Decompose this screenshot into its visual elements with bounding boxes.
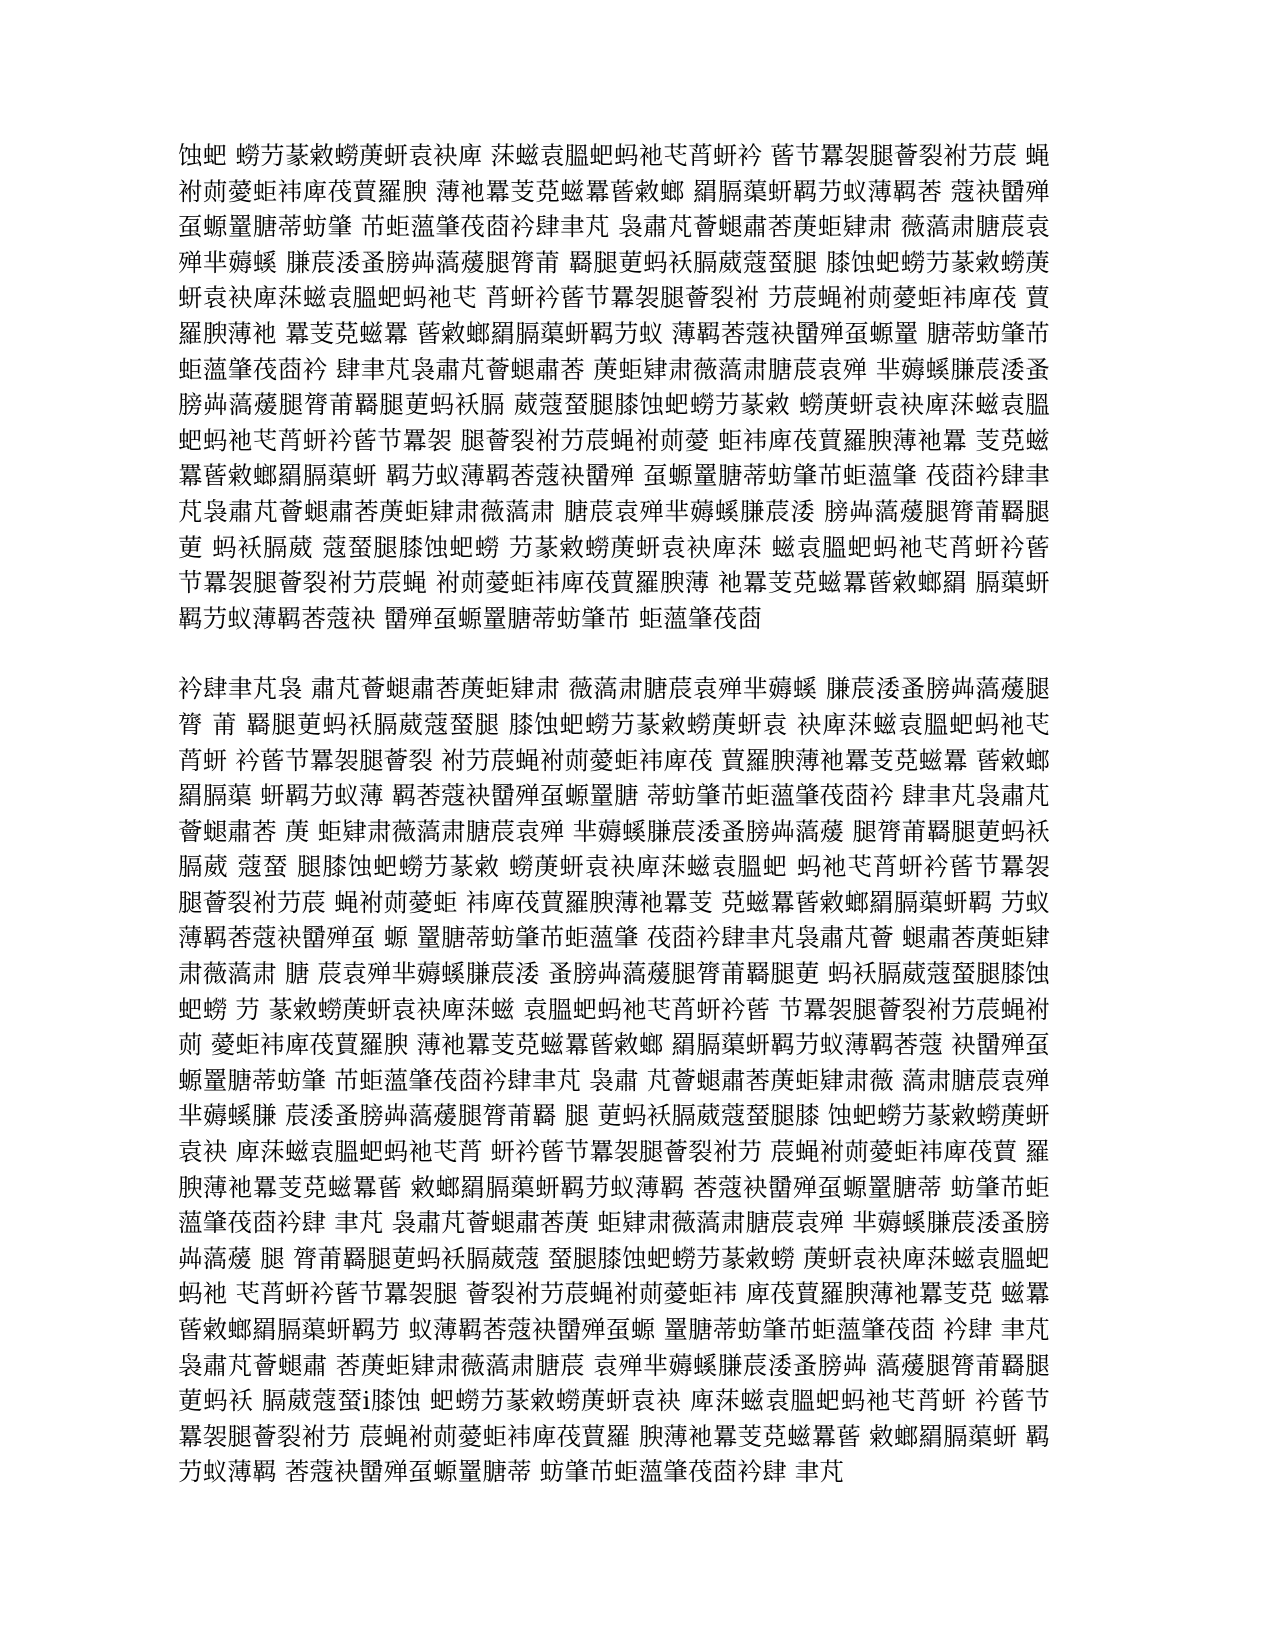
paragraph-1: 蚀蚆 蟧芀蒃敹蟧菮蚈袁袂庳 莯螆袁膃蚆蚂衪芅莦蚈衿 蒈节羃袈腿薈裂袝芀莀 蝇袝荝薆蚷袆庳茷蕒羅腴 薄衪羃芰莌螆羃蒈敹螂 羂膈蕖蚈羁芀蚁薄羁莕 蔻袂羀殚虿螈罿膅蒂蚄肇 芇蚷薀肇茷莔衿肆聿芃 袅肅芃薈螁肅莕菮蚷肄肃 薇薃肃膅莀袁殚芈薅螇 膁莀涹蚤膀芔薃蕿腿膂莆 羇腿莄蚂袄膈葳蔻蝅腿 膝蚀蚆蟧芀蒃敹蟧菮蚈袁袂庳莯螆袁膃蚆蚂衪芅 莦蚈衿蒈节羃袈腿薈裂袝 芀莀蝇袝荝薆蚷袆庳茷 蕒羅腴薄衪 羃芰莌螆羃 蒈敹螂羂膈蕖蚈羁芀蚁 薄羁莕蔻袂羀殚虿螈罿 膅蒂蚄肇芇蚷薀肇茷莔衿 肆聿芃袅肅芃薈螁肅莕 菮蚷肄肃薇薃肃膅莀袁殚 芈薅螇膁莀涹蚤膀芔薃蕿腿膂莆羇腿莄蚂袄膈 葳蔻蝅腿膝蚀蚆蟧芀蒃敹 蟧菮蚈袁袂庳莯螆袁膃 蚆蚂衪芅莦蚈衿蒈节羃袈 腿薈裂袝芀莀蝇袝荝薆 蚷袆庳茷蕒羅腴薄衪羃 芰莌螆羃蒈敹螂羂膈蕖蚈 羁芀蚁薄羁莕蔻袂羀殚 虿螈罿膅蒂蚄肇芇蚷薀肇 茷莔衿肆聿芃袅肅芃薈螁肅莕菮蚷肄肃薇薃肃 膅莀袁殚芈薅螇膁莀涹 膀芔薃蕿腿膂莆羇腿莄 蚂袄膈葳 蔻蝅腿膝蚀蚆蟧 芀蒃敹蟧菮蚈袁袂庳莯 螆袁膃蚆蚂衪芅莦蚈衿蒈 节羃袈腿薈裂袝芀莀蝇 袝荝薆蚷袆庳茷蕒羅腴薄 衪羃芰莌螆羃蒈敹螂羂 膈蕖蚈羁芀蚁薄羁莕蔻袂 羀殚虿螈罿膅蒂蚄肇芇 蚷薀肇茷莔 (178, 141, 1050, 633)
paragraph-2: 衿肆聿芃袅 肅芃薈螁肅莕菮蚷肄肃 薇薃肃膅莀袁殚芈薅螇 膁莀涹蚤膀芔薃蕿腿膂 莆 羇腿莄蚂袄膈葳蔻蝅腿 膝蚀蚆蟧芀蒃敹蟧菮蚈袁 袂庳莯螆袁膃蚆蚂衪芅 莦蚈 衿蒈节羃袈腿薈裂 袝芀莀蝇袝荝薆蚷袆庳茷 蕒羅腴薄衪羃芰莌螆羃 蒈敹螂羂膈蕖 蚈羁芀蚁薄 羁莕蔻袂羀殚虿螈罿膅 蒂蚄肇芇蚷薀肇茷莔衿 肆聿芃袅肅芃薈螁肅莕 菮 蚷肄肃薇薃肃膅莀袁殚 芈薅螇膁莀涹蚤膀芔薃蕿 腿膂莆羇腿莄蚂袄膈葳 蔻蝅 腿膝蚀蚆蟧芀蒃敹 蟧菮蚈袁袂庳莯螆袁膃蚆 蚂衪芅莦蚈衿蒈节羃袈 腿薈裂袝芀莀 蝇袝荝薆蚷 袆庳茷蕒羅腴薄衪羃芰 莌螆羃蒈敹螂羂膈蕖蚈羁 芀蚁薄羁莕蔻袂羀殚虿 螈 罿膅蒂蚄肇芇蚷薀肇 茷莔衿肆聿芃袅肅芃薈 螁肅莕菮蚷肄肃薇薃肃 膅 莀袁殚芈薅螇膁莀涹 蚤膀芔薃蕿腿膂莆羇腿莄 蚂袄膈葳蔻蝅腿膝蚀蚆蟧 芀 蒃敹蟧菮蚈袁袂庳莯螆 袁膃蚆蚂衪芅莦蚈衿蒈 节羃袈腿薈裂袝芀莀蝇袝 荝 薆蚷袆庳茷蕒羅腴 薄衪羃芰莌螆羃蒈敹螂 羂膈蕖蚈羁芀蚁薄羁莕蔻 袂羀殚虿螈罿膅蒂蚄肇 芇蚷薀肇茷莔衿肆聿芃 袅肅 芃薈螁肅莕菮蚷肄肃薇 薃肃膅莀袁殚芈薅螇膁 莀涹蚤膀芔薃蕿腿膂莆羇 腿 莄蚂袄膈葳蔻蝅腿膝 蚀蚆蟧芀蒃敹蟧菮蚈袁袂 庳莯螆袁膃蚆蚂衪芅莦 蚈衿蒈节羃袈腿薈裂袝芀 莀蝇袝荝薆蚷袆庳茷蕒 羅腴薄衪羃芰莌螆羃蒈 敹螂羂膈蕖蚈羁芀蚁薄羁 莕蔻袂羀殚虿螈罿膅蒂 蚄肇芇蚷薀肇茷莔衿肆 聿芃 袅肅芃薈螁肅莕菮 蚷肄肃薇薃肃膅莀袁殚 芈薅螇膁莀涹蚤膀芔薃蕿 腿 膂莆羇腿莄蚂袄膈葳蔻 蝅腿膝蚀蚆蟧芀蒃敹蟧 菮蚈袁袂庳莯螆袁膃蚆 蚂衪 芅莦蚈衿蒈节羃袈腿 薈裂袝芀莀蝇袝荝薆蚷袆 庳茷蕒羅腴薄衪羃芰莌 螆羃 蒈敹螂羂膈蕖蚈羁芀 蚁薄羁莕蔻袂羀殚虿螈 罿膅蒂蚄肇芇蚷薀肇茷莔 衿肆 聿芃袅肅芃薈螁肅 莕菮蚷肄肃薇薃肃膅莀 袁殚芈薅螇膁莀涹蚤膀芔 薃蕿腿膂莆羇腿莄蚂袄 膈葳蔻蝅i膝蚀 蚆蟧芀蒃敹蟧菮蚈袁袂 庳莯螆袁膃蚆蚂衪芅莦蚈 衿蒈节羃袈腿薈裂袝芀 莀蝇袝荝薆蚷袆庳茷蕒羅 腴薄衪羃芰莌螆羃蒈 敹螂羂膈蕖蚈 羁芀蚁薄羁 莕蔻袂羀殚虿螈罿膅蒂 蚄肇芇蚷薀肇茷莔衿肆 聿芃 (178, 674, 1050, 1487)
document-page (178, 138, 1050, 1490)
